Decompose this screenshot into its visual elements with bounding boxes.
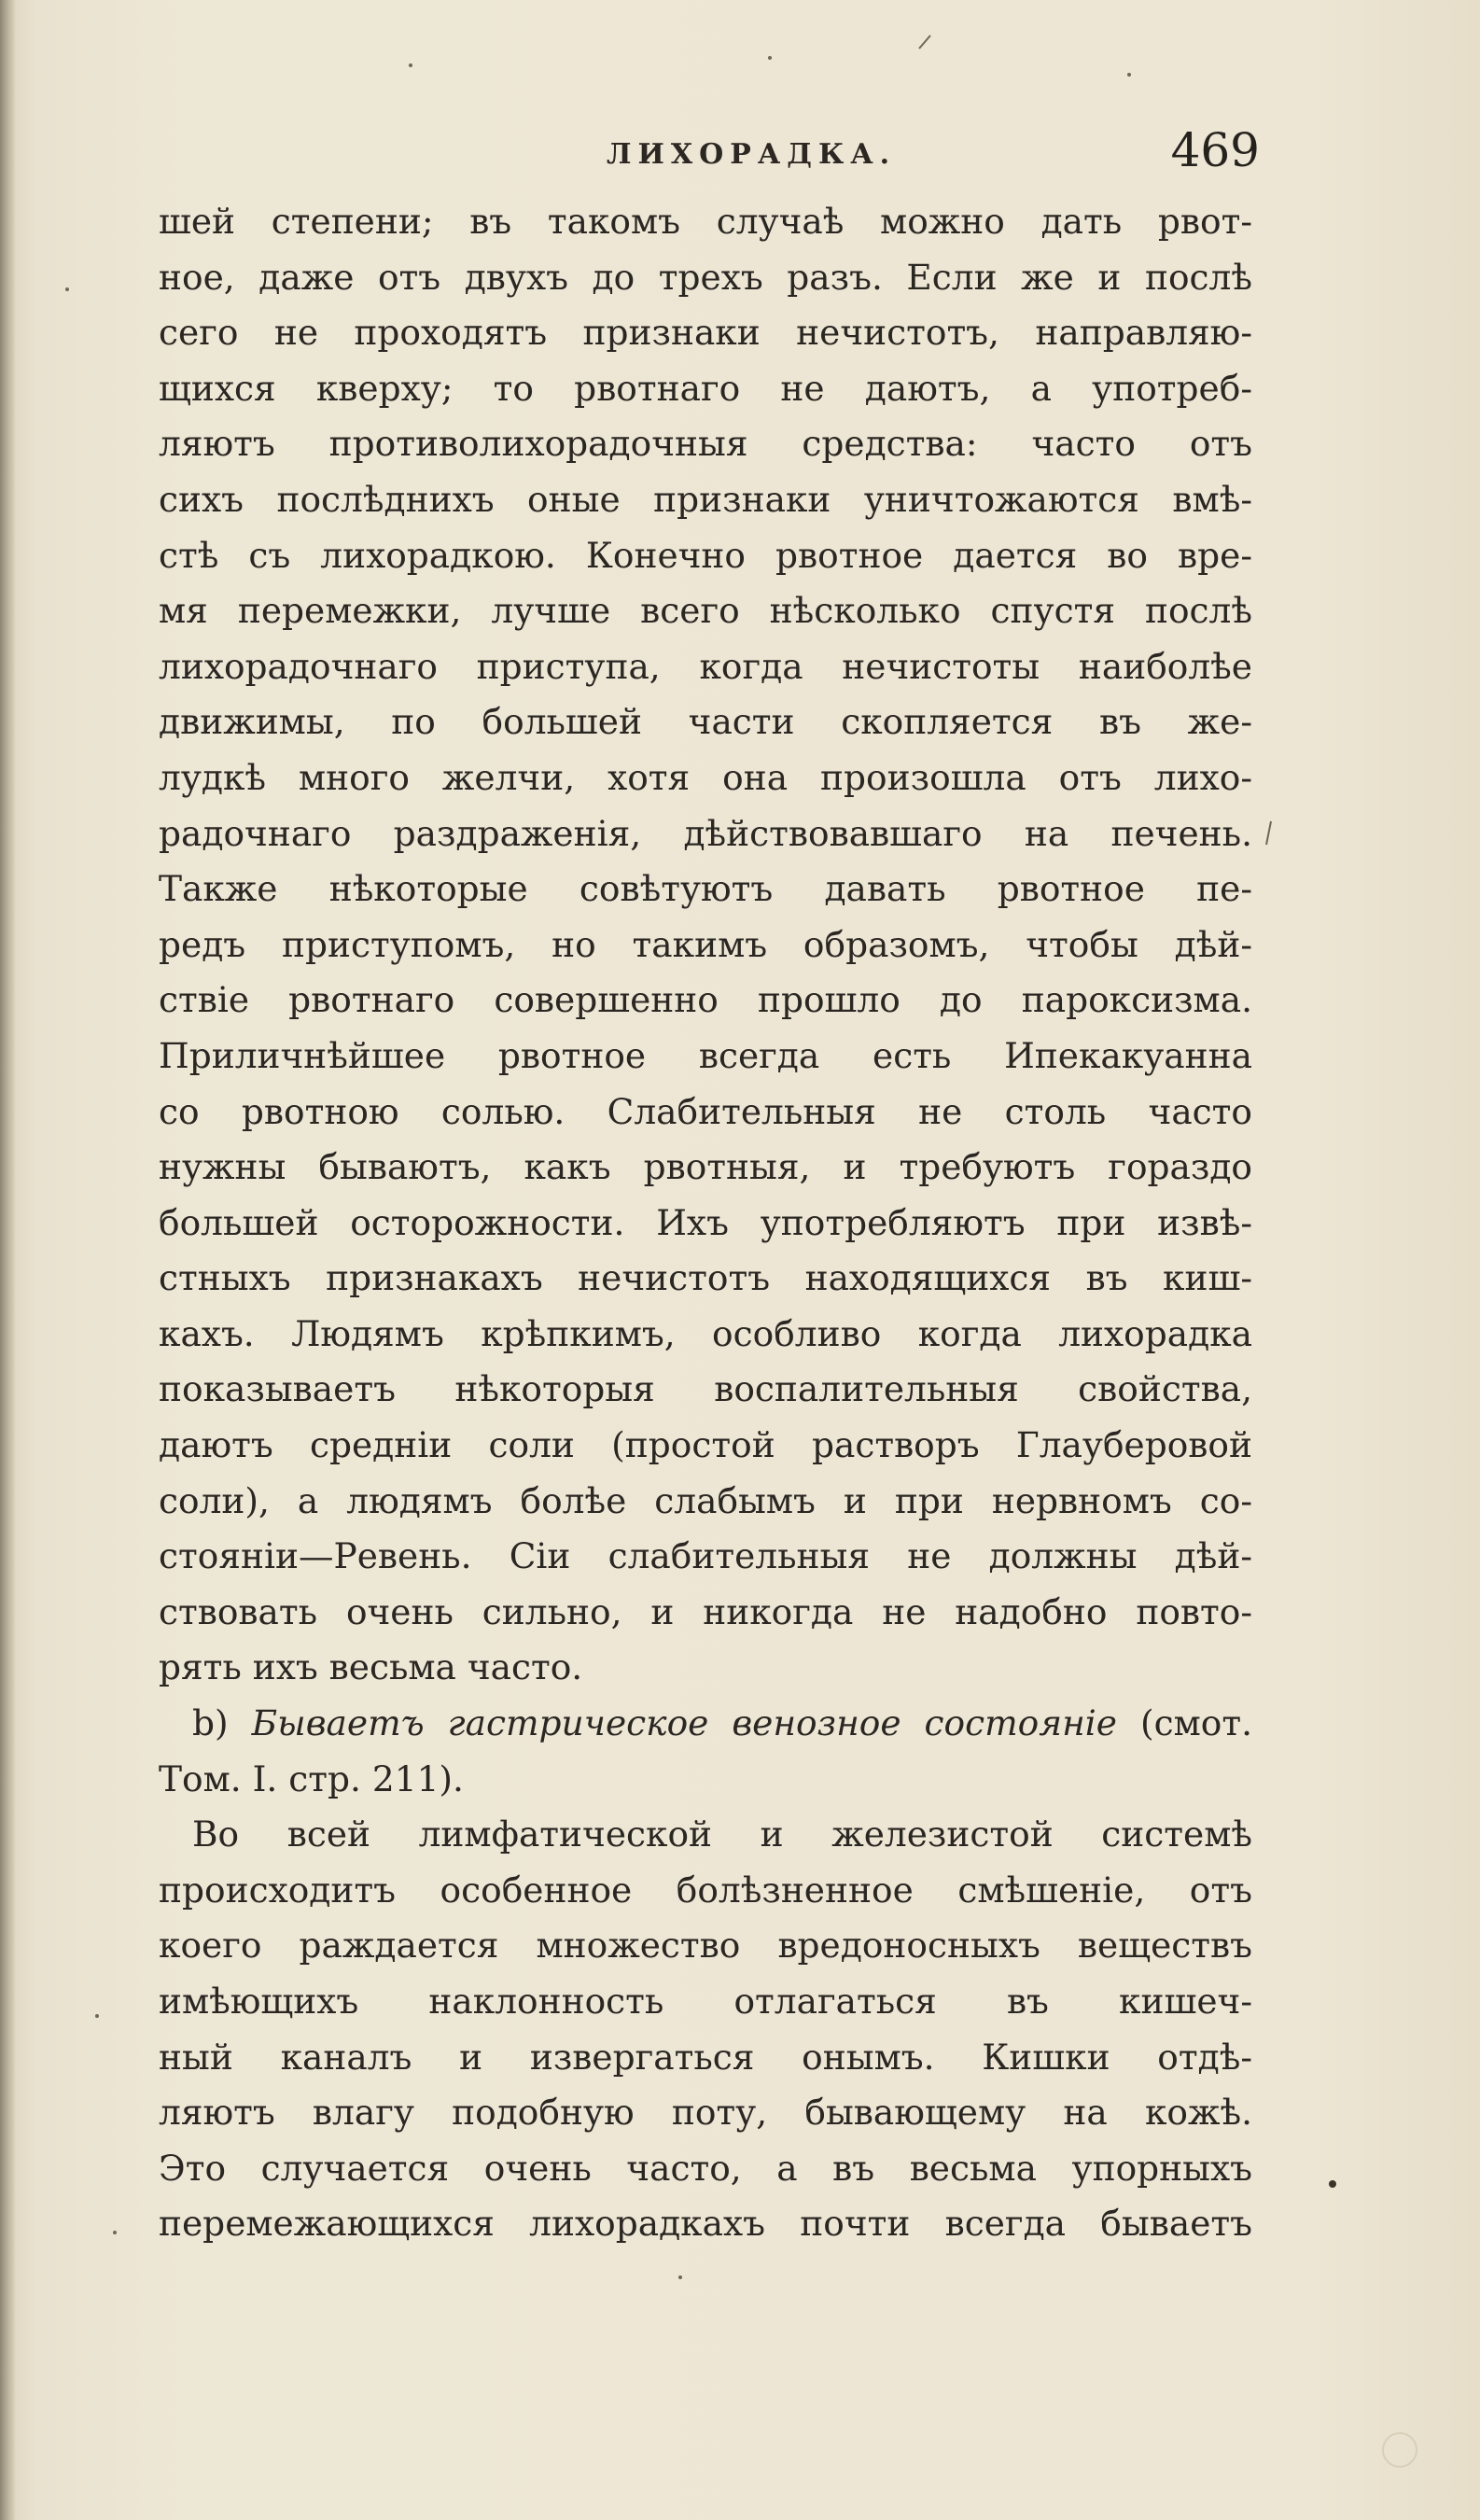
speck	[1383, 2433, 1417, 2467]
text-line: Том. I. стр. 211).	[159, 1757, 464, 1799]
text-line: стѣ съ лихорадкою. Конечно рвотное дается во вре-	[159, 534, 1252, 576]
text-line: показываетъ нѣкоторыя воспалительныя свойства,	[159, 1368, 1252, 1410]
text-line: шей степени; въ такомъ случаѣ можно дать рвот-	[159, 201, 1252, 242]
speck	[768, 56, 772, 60]
text-line: рять ихъ весьма часто.	[159, 1646, 583, 1688]
text-line: ствіе рвотнаго совершенно прошло до пароксизма.	[159, 979, 1252, 1021]
page-header	[159, 123, 1260, 187]
text-line: со рвотною солью. Слабительныя не столь часто	[159, 1090, 1252, 1132]
text-line: мя перемежки, лучше всего нѣсколько спустя послѣ	[159, 590, 1252, 632]
section-italic-title: Бываетъ гастрическое венозное состояніе	[251, 1702, 1117, 1744]
speck	[919, 35, 930, 49]
text-line: кахъ. Людямъ крѣпкимъ, особливо когда лихорадка	[159, 1312, 1252, 1354]
text-line: лихорадочнаго приступа, когда нечистоты наиболѣе	[159, 645, 1252, 687]
text-line: ляютъ влагу подобную поту, бывающему на кожѣ.	[159, 2092, 1252, 2134]
text-line: радочнаго раздраженія, дѣйствовавшаго на печень.	[159, 812, 1252, 854]
running-title: ЛИХОРАДКА.	[607, 138, 897, 171]
text-line: Это случается очень часто, а въ весьма упорныхъ	[159, 2147, 1252, 2189]
text-line: Во всей лимфатической и железистой системѣ	[192, 1813, 1252, 1855]
page-number: 469	[1170, 123, 1260, 177]
text-line: соли), а людямъ болѣе слабымъ и при нервномъ со-	[159, 1479, 1252, 1521]
speck	[1329, 2180, 1336, 2188]
text-line: сихъ послѣднихъ оные признаки уничтожаются вмѣ-	[159, 478, 1252, 520]
speck	[409, 63, 412, 67]
speck	[65, 287, 69, 291]
section-marker: b)	[192, 1702, 229, 1744]
text-line: лудкѣ много желчи, хотя она произошла отъ лихо-	[159, 756, 1252, 798]
text-line: перемежающихся лихорадкахъ почти всегда бываетъ	[159, 2203, 1252, 2245]
speck	[678, 2275, 682, 2279]
text-line: ное, даже отъ двухъ до трехъ разъ. Если же и послѣ	[159, 256, 1252, 298]
paragraph-3	[159, 1807, 1252, 2252]
text-line: сего не проходятъ признаки нечистотъ, направляю-	[159, 312, 1252, 354]
text-line: ляютъ противолихорадочныя средства: часто отъ	[159, 423, 1252, 465]
body-text	[159, 194, 1252, 2252]
text-line: большей осторожности. Ихъ употребляютъ при извѣ-	[159, 1201, 1252, 1243]
text-line: Приличнѣйшее рвотное всегда есть Ипекакуанна	[159, 1034, 1252, 1076]
text-line: коего раждается множество вредоносныхъ веществъ	[159, 1925, 1252, 1967]
text-line: редъ приступомъ, но такимъ образомъ, чтобы дѣй-	[159, 923, 1252, 965]
section-reference: (смот.	[1139, 1702, 1252, 1744]
text-line: имѣющихъ наклонность отлагаться въ кишеч-	[159, 1981, 1252, 2022]
paragraph-2	[159, 1696, 1252, 1807]
text-line: ный каналъ и извергаться онымъ. Кишки отдѣ-	[159, 2036, 1252, 2078]
text-line: щихся кверху; то рвотнаго не даютъ, а употреб-	[159, 367, 1252, 409]
text-line: стныхъ признакахъ нечистотъ находящихся въ киш-	[159, 1257, 1252, 1299]
speck	[95, 2014, 99, 2018]
speck	[113, 2231, 117, 2234]
text-line: происходитъ особенное болѣзненное смѣшеніе, отъ	[159, 1869, 1252, 1911]
paragraph-1	[159, 194, 1252, 1696]
text-line: движимы, по большей части скопляется въ же-	[159, 701, 1252, 743]
text-line: нужны бываютъ, какъ рвотныя, и требуютъ гораздо	[159, 1146, 1252, 1188]
text-line: Также нѣкоторые совѣтуютъ давать рвотное пе-	[159, 868, 1252, 910]
binding-edge	[0, 0, 15, 2520]
section-heading-line	[159, 1696, 1252, 1752]
speck	[1127, 73, 1131, 77]
text-line: даютъ средніи соли (простой растворъ Глауберовой	[159, 1424, 1252, 1466]
text-line: ствовать очень сильно, и никогда не надобно повто-	[159, 1590, 1252, 1632]
speck	[1266, 821, 1271, 845]
text-line: стояніи—Ревень. Сіи слабительныя не должны дѣй-	[159, 1535, 1252, 1577]
